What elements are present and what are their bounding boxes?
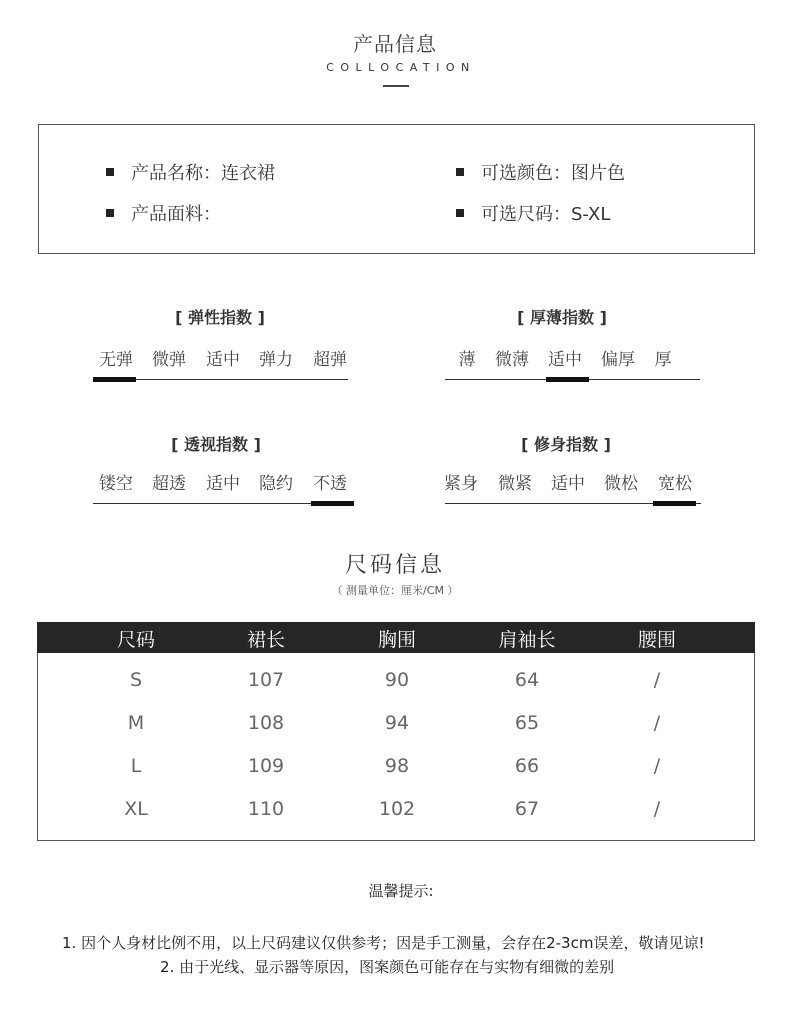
table-cell: 108 (247, 712, 285, 734)
product-fabric: 产品面料： (131, 204, 221, 225)
tip-line-1: 1. 因个人身材比例不用，以上尺码建议仅供参考；因是手工测量，会存在2-3cm误差，敬请见谅! (62, 934, 705, 952)
table-cell: / (653, 755, 661, 777)
product-name-item (106, 159, 275, 185)
table-header-cell: 胸围 (377, 629, 416, 651)
table-cell: 64 (514, 669, 540, 691)
transparency-label: 适中 (206, 474, 240, 494)
page-subtitle: COLLOCATION (326, 61, 476, 74)
elasticity-label: 微弹 (152, 350, 186, 370)
table-cell: L (130, 755, 142, 777)
thickness-label: 微薄 (495, 350, 529, 370)
elasticity-label: 无弹 (99, 350, 133, 370)
product-color-item (456, 159, 625, 185)
table-cell: 67 (514, 798, 540, 820)
table-cell: 65 (514, 712, 540, 734)
fit-label: 微紧 (498, 474, 532, 494)
size-info-title: 尺码信息 (344, 553, 445, 578)
thickness-label: 适中 (548, 350, 582, 370)
table-cell: 94 (384, 712, 410, 734)
table-cell: M (127, 712, 145, 734)
bullet-icon (456, 209, 464, 217)
transparency-index-title: [ 透视指数 ] (171, 435, 261, 454)
product-size: 可选尺码：S-XL (481, 204, 611, 225)
table-cell: 98 (384, 755, 410, 777)
table-cell: 90 (384, 669, 410, 691)
tips-title: 温馨提示: (368, 882, 434, 900)
table-header-cell: 尺码 (116, 629, 155, 651)
table-cell: 102 (378, 798, 416, 820)
table-cell: 109 (247, 755, 285, 777)
product-name: 产品名称：连衣裙 (131, 163, 275, 184)
thickness-label: 厚 (654, 350, 672, 370)
fit-label: 紧身 (444, 474, 478, 494)
fit-selected-marker (653, 501, 696, 506)
transparency-label: 隐约 (259, 474, 293, 494)
fit-label: 宽松 (658, 474, 692, 494)
fit-index-title: [ 修身指数 ] (521, 435, 611, 454)
product-color: 可选颜色：图片色 (481, 163, 625, 184)
table-header-cell: 肩袖长 (498, 629, 556, 651)
table-header-cell: 裙长 (246, 629, 285, 651)
transparency-label: 镂空 (99, 474, 133, 494)
transparency-label: 超透 (152, 474, 186, 494)
table-cell: XL (124, 798, 148, 820)
table-cell: 66 (514, 755, 540, 777)
elasticity-label: 弹力 (259, 350, 293, 370)
table-cell: 107 (247, 669, 285, 691)
fit-label: 适中 (551, 474, 585, 494)
transparency-label: 不透 (313, 474, 347, 494)
product-info-box (38, 124, 755, 254)
transparency-selected-marker (311, 501, 354, 506)
table-cell: / (653, 798, 661, 820)
size-info-unit: （ 测量单位：厘米/CM ） (331, 584, 459, 597)
title-divider (383, 85, 409, 87)
table-cell: S (129, 669, 143, 691)
table-cell: 110 (247, 798, 285, 820)
elasticity-label: 适中 (206, 350, 240, 370)
bullet-icon (106, 209, 114, 217)
table-header-cell: 腰围 (637, 629, 676, 651)
thickness-index-title: [ 厚薄指数 ] (517, 308, 607, 327)
fit-label: 微松 (604, 474, 638, 494)
table-cell: / (653, 669, 661, 691)
thickness-label: 偏厚 (601, 350, 635, 370)
bullet-icon (456, 168, 464, 176)
thickness-selected-marker (546, 377, 589, 382)
elasticity-index-title: [ 弹性指数 ] (175, 308, 265, 327)
product-fabric-item (106, 200, 221, 226)
product-size-item (456, 200, 610, 226)
elasticity-label: 超弹 (313, 350, 347, 370)
table-cell: / (653, 712, 661, 734)
page-title: 产品信息 (353, 32, 437, 56)
thickness-label: 薄 (458, 350, 476, 370)
tip-line-2: 2. 由于光线、显示器等原因，图案颜色可能存在与实物有细微的差别 (160, 958, 615, 976)
elasticity-selected-marker (93, 377, 136, 382)
bullet-icon (106, 168, 114, 176)
